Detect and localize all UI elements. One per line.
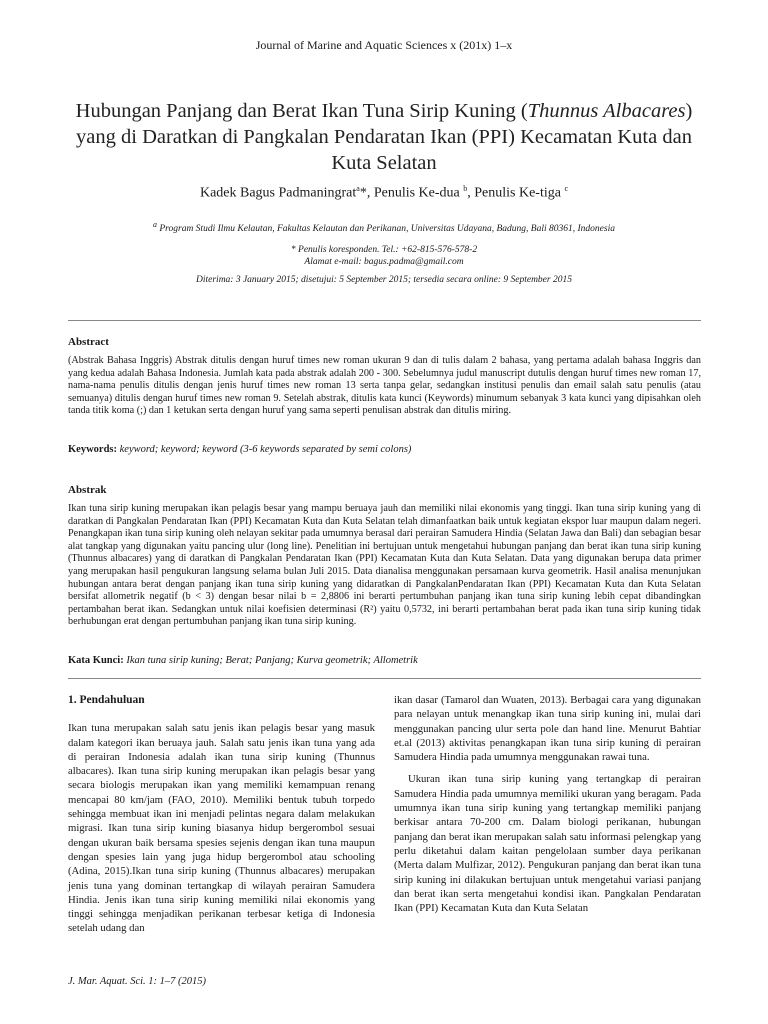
page-footer-citation: J. Mar. Aquat. Sci. 1: 1–7 (2015)	[68, 976, 207, 987]
kata-kunci-label: Kata Kunci:	[68, 655, 124, 666]
correspondence-email: Alamat e-mail: bagus.padma@gmail.com	[304, 257, 464, 267]
author-separator: ,	[467, 185, 475, 201]
title-part-1: Hubungan Panjang dan Berat Ikan Tuna Sirip Kuning (	[75, 100, 528, 122]
author-1: Kadek Bagus Padmaningrat	[199, 185, 357, 201]
section-heading-introduction: 1. Pendahuluan	[68, 694, 145, 706]
correspondence	[0, 244, 768, 268]
kata-kunci-line	[68, 655, 701, 666]
abstract-text: (Abstrak Bahasa Inggris) Abstrak ditulis dengan huruf times new roman ukuran 9 dan di tulis dalam 2 bahasa, yang pertama adalah bahasa Inggris dan yang kedua adalah Bahasa Indonesia. Jumlah kata pada abstrak adalah 200 - 300. Sebelumnya judul manuscript dutulis dengan huruf times new roman 17, nama-nama penulis ditulis dengan jenis huruf times new roman 13 serta tanpa gelar, sedangkan institusi penulis dan email salah satu penulis (atau semuanya) ditulis dengan huruf times new roman 9. Setelah abstrak, ditulis kata kunci (Keywords) minumum sebanyak 3 kata kunci yang dipisahkan oleh tanda titik koma (;) dan 1 ketukan serta dengan huruf yang sama seperti penulisan abstrak dan ditulis miring.	[68, 355, 701, 417]
body-column-left	[68, 693, 375, 936]
divider-top	[68, 320, 701, 321]
affiliation	[0, 220, 768, 234]
body-paragraph: ikan dasar (Tamarol dan Wuaten, 2013). Berbagai cara yang digunakan para nelayan untuk menangkap ikan tuna sirip kuning ini, mulai dari menggunakan pancing ulur serta pole dan hand line. Menurut Bahtiar et.al (2013) aktivitas penangkapan ikan tuna sirip kuning di perairan Samudera Hindia pada umumnya menggunakan rawai tuna.	[394, 694, 701, 764]
author-list	[0, 184, 768, 202]
paper-title	[70, 98, 698, 176]
author-2: Penulis Ke-dua	[373, 185, 464, 201]
author-1-affil-mark: a	[356, 184, 360, 193]
article-dates: Diterima: 3 January 2015; disetujui: 5 September 2015; tersedia secara online: 9 September 2015	[196, 275, 572, 285]
body-paragraph: Ukuran ikan tuna sirip kuning yang tertangkap di perairan Samudera Hindia pada umumnya memiliki ukuran yang beragam. Pada umumnya ikan tuna sirip kuning yang tertangkap memiliki panjang berkisar antara 70-200 cm. Dalam biologi perikanan, hubungan panjang dan berat ikan merupakan salah satu informasi pelengkap yang perlu diketahui dalam kaitan pengelolaan sumber daya perikanan (Merta dalam Mulfizar, 2012). Pengukuran panjang dan berat ikan tuna sirip kuning ini dilakukan bertujuan untuk mengetahui variasi panjang dan berat ikan serta mengetahui kondisi ikan. Pangkalan Pendaratan Ikan (PPI) Kecamatan Kuta dan Kuta Selatan	[394, 773, 701, 915]
author-3-affil-mark: c	[564, 184, 569, 193]
abstrak-heading: Abstrak	[68, 484, 107, 496]
journal-header: Journal of Marine and Aquatic Sciences x (201x) 1–x	[255, 38, 513, 52]
keywords-label: Keywords:	[68, 444, 117, 455]
author-1-corresp-mark: *,	[359, 185, 374, 201]
abstrak-text: Ikan tuna sirip kuning merupakan ikan pelagis besar yang mampu beruaya jauh dan memiliki nilai ekonomis yang tinggi. Ikan tuna sirip kuning yang di daratkan di Pangkalan Pendaratan Ikan (PPI) Kecamatan Kuta dan Kuta Selatan telah dimanfaatkan baik untuk kegiatan ekspor luar maupun dalam negeri. Penangkapan ikan tuna sirip kuning oleh nelayan sekitar pada umumnya berasal dari perairan Samudera Hindia (Selatan Jawa dan Bali) dan sebagian besar alat tangkap yang digunakan yaitu pancing ulur (long line). Penelitian ini bertujuan untuk mengetahui hubungan panjang dan berat ikan tuna sirip kuning (Thunnus albacares) yang di daratkan di Pangkalan Pendaratan Ikan (PPI) Kecamatan Kuta dan Kuta Selatan. Data yang digunakan berupa data primer yang merupakan hasil pengukuran langsung selama bulan Juli 2015. Data dianalisa menggunakan persamaan kurva geometrik. Hasil analisa menunjukan hubungan antara berat dengan panjang ikan tuna sirip kuning yang didaratkan di PangkalanPendaratan Ikan (PPI) Kecamatan Kuta dan Kuta Selatan bersifat allometrik negatif (b < 3) dengan besar nilai b = 2,8806 ini berarti pertumbuhan panjang ikan tuna sirip kuning lebih cepat dibandingkan pertambahan berat ikan. Sedangkan untuk nilai koefisien determinasi (R²) yaitu 0,5732, ini berarti pertambahan berat pada ikan tuna sirip kuning tidak berhubungan erat dengan pertumbuhan panjang ikan tuna sirip kuning.	[68, 503, 701, 628]
title-species-italic: Thunnus Albacares	[527, 100, 686, 122]
abstract-heading: Abstract	[68, 336, 109, 348]
correspondence-phone: * Penulis koresponden. Tel.: +62-815-576-578-2	[290, 245, 478, 255]
keywords-text: keyword; keyword; keyword (3-6 keywords separated by semi colons)	[117, 444, 412, 455]
affiliation-mark: a	[153, 220, 157, 229]
keywords-line	[68, 444, 701, 455]
body-column-right	[394, 693, 701, 915]
kata-kunci-text: Ikan tuna sirip kuning; Berat; Panjang; Kurva geometrik; Allometrik	[123, 655, 418, 666]
title-part-2: ) yang di Daratkan di Pangkalan Pendaratan Ikan (PPI) Kecamatan Kuta dan Kuta Selatan	[76, 100, 693, 174]
body-paragraph: Ikan tuna merupakan salah satu jenis ikan pelagis besar yang masuk dalam kategori ikan beruaya jauh. Salah satu jenis ikan tuna yang ada di perairan Indonesia adalah ikan tuna sirip kuning (Thunnus albacares). Ikan tuna sirip kuning merupakan ikan pelagis besar yang secara biologis merupakan ikan yang memiliki kemampuan renang mencapai 80 km/jam (FAO, 2010). Memiliki bentuk tubuh torpedo sehingga membuat ikan ini menjadi pelintas negara dalam melakukan migrasi. Ikan tuna sirip kuning biasanya hidup bergerombol sesuai dengan ukuran baik bersama spesies sejenis dengan ikan tuna maupun dengan spesies lain yang juga hidup bergerombol atau schooling (Adina, 2015).Ikan tuna sirip kuning (Thunnus albacares) merupakan jenis tuna yang dominan tertangkap di wilayah perairan Samudera Hindia. Jenis ikan tuna sirip kuning memiliki nilai ekonomis yang tinggi sehingga menjadikan perikanan terbesar ketiga di Indonesia setelah udang dan	[68, 722, 375, 935]
divider-bottom	[68, 678, 701, 679]
author-2-affil-mark: b	[463, 184, 468, 193]
affiliation-text: Program Studi Ilmu Kelautan, Fakultas Kelautan dan Perikanan, Universitas Udayana, Badung, Bali 80361, Indonesia	[156, 224, 615, 235]
author-3: Penulis Ke-tiga	[474, 185, 565, 201]
